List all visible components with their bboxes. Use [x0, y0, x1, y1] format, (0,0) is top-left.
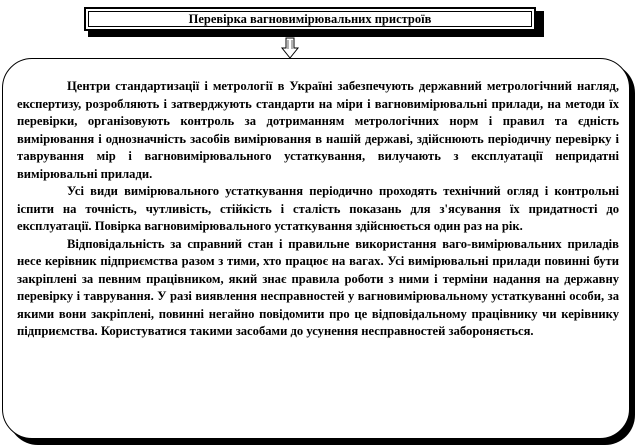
diagram-title: Перевірка вагновимірювальних пристроїв [188, 12, 432, 26]
paragraph-1: Центри стандартизації і метрології в Україні забезпечують державний метрологічний нагляд, експертизу, розробляють і затверджують стандарти на міри і вагновимірювальні прилади, на методи їх перевірки, організовують контроль за дотриманням метрологічних норм і правил та єдність вимірювання і однозначність засобів вимірювання в нашій державі, здійснюють періодичну перевірку і таврування мір і вагновимірювального устаткування, вилучають з експлуатації непридатні вимірювальні прилади. [17, 79, 619, 181]
title-box [84, 7, 536, 31]
down-arrow-icon [280, 37, 300, 59]
body-text [17, 78, 619, 341]
paragraph-3: Відповідальність за справний стан і правильне використання ваго-вимірювальних приладів несе керівник підприємства разом з тими, хто працює на вагах. Усі вимірювальні прилади повинні бути закріплені за певним працівником, який знає правила роботи з ними і терміни надання на державну перевірку і таврування. У разі виявлення несправностей у вагновимірювальному устаткуванні особи, за якими вони закріплені, повинні негайно повідомити про це відповідальному працівнику чи керівнику підприємства. Користуватися такими засобами до усунення несправностей забороняється. [17, 236, 619, 338]
paragraph-2: Усі види вимірювального устаткування періодично проходять технічний огляд і контрольні іспити на точність, чутливість, стійкість і сталість показань для з'ясування їх придатності до експлуатації. Повірка вагновимірювального устаткування здійснюється один раз на рік. [17, 184, 619, 233]
